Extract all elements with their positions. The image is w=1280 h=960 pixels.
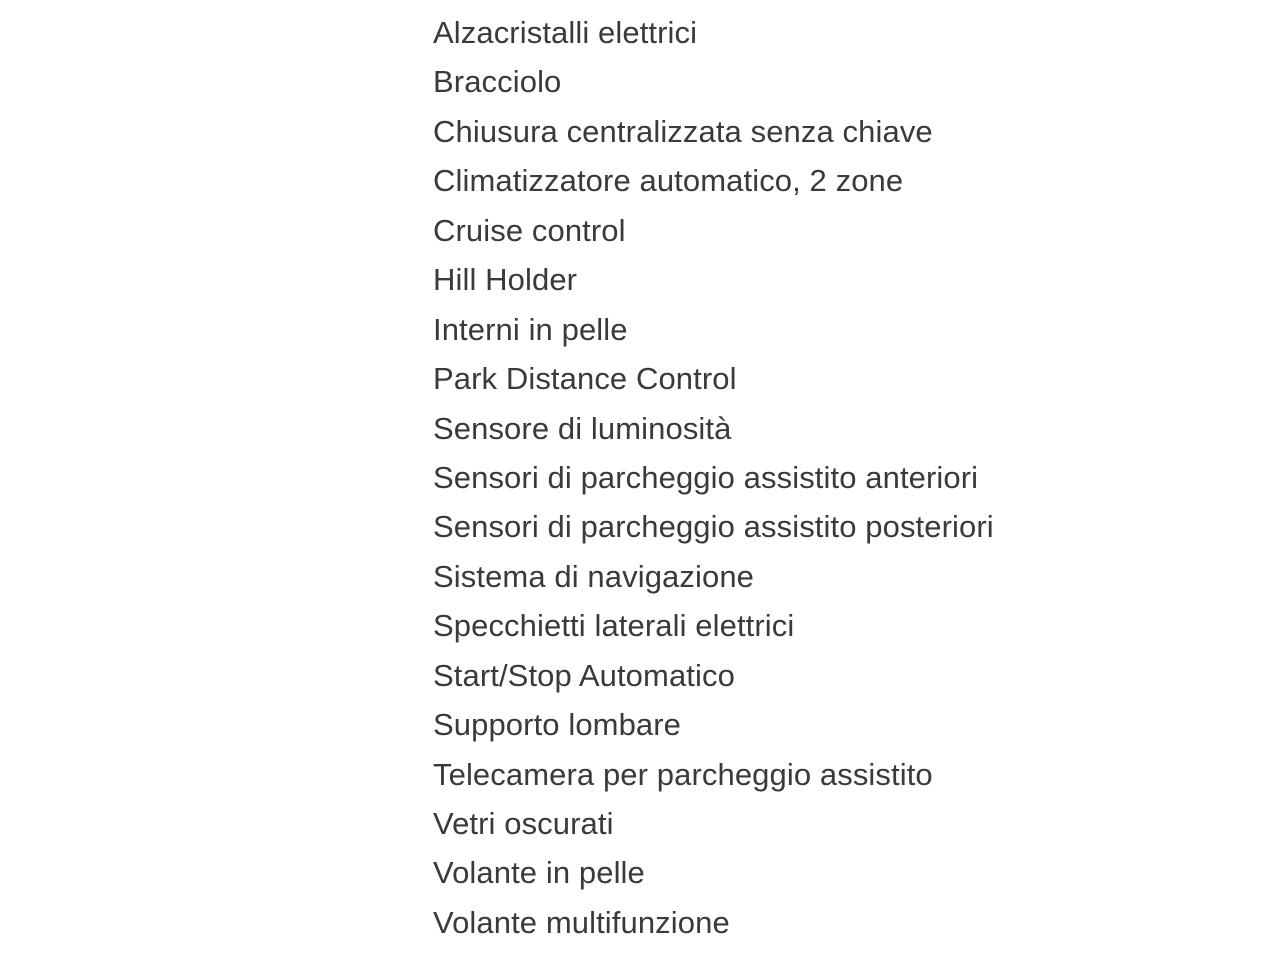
- feature-item: Park Distance Control: [433, 361, 737, 397]
- feature-item: Specchietti laterali elettrici: [433, 608, 795, 644]
- feature-item: Climatizzatore automatico, 2 zone: [433, 163, 904, 199]
- feature-item: Sensori di parcheggio assistito posteriori: [433, 509, 994, 545]
- feature-item: Chiusura centralizzata senza chiave: [433, 113, 933, 149]
- feature-item: Interni in pelle: [433, 311, 628, 347]
- features-list: [433, 8, 994, 947]
- feature-item: Sensore di luminosità: [433, 410, 732, 446]
- feature-item: Cruise control: [433, 212, 626, 248]
- feature-item: Volante in pelle: [433, 855, 645, 891]
- feature-item: Hill Holder: [433, 262, 578, 298]
- feature-item: Volante multifunzione: [433, 904, 730, 940]
- feature-item: Sistema di navigazione: [433, 558, 754, 594]
- feature-item: Supporto lombare: [433, 707, 682, 743]
- feature-item: Bracciolo: [433, 64, 562, 100]
- feature-item: Alzacristalli elettrici: [433, 15, 698, 50]
- feature-item: Start/Stop Automatico: [433, 657, 735, 693]
- feature-item: Telecamera per parcheggio assistito: [433, 756, 933, 792]
- feature-item: Vetri oscurati: [433, 806, 614, 841]
- feature-item: Sensori di parcheggio assistito anteriori: [433, 459, 979, 495]
